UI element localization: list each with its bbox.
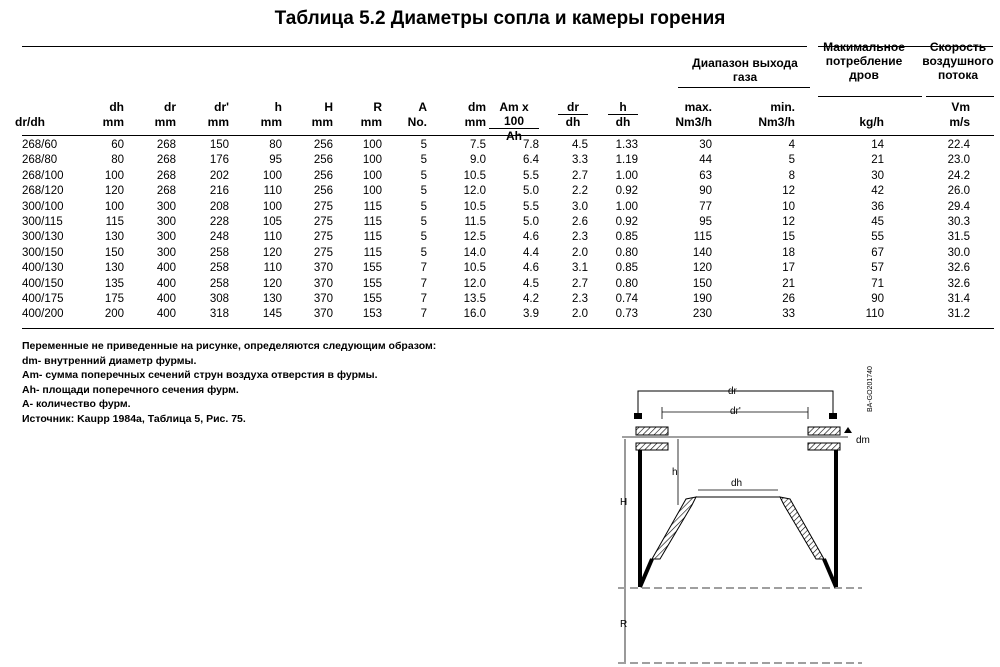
- table-cell: 30.0: [947, 246, 970, 259]
- table-cell: 100: [362, 185, 382, 198]
- table-cell: 0.85: [615, 262, 638, 275]
- table-cell: 268: [156, 185, 176, 198]
- table-cell: 200: [104, 308, 124, 321]
- table-cell: 100: [262, 200, 282, 213]
- table-cell: 275: [313, 200, 333, 213]
- table-cell: 1.00: [615, 200, 638, 213]
- table-cell: 150: [104, 246, 124, 259]
- table-cell: 21: [782, 277, 795, 290]
- table-cell: 230: [692, 308, 712, 321]
- table-cell: 0.92: [615, 216, 638, 228]
- label-h: h: [672, 467, 678, 478]
- table-cell: 100: [104, 200, 124, 213]
- table-cell: 256: [313, 169, 333, 182]
- table-cell: 10.5: [463, 262, 486, 275]
- table-cell: 258: [209, 262, 229, 275]
- table-cell: 300: [156, 246, 176, 259]
- label-dh: dh: [731, 478, 743, 489]
- table-row-label: 268/80: [22, 154, 58, 167]
- col-unit-R: mm: [360, 115, 382, 129]
- table-cell: 120: [262, 277, 282, 290]
- table-cell: 5: [788, 154, 795, 167]
- col-header-numerator: h: [608, 100, 638, 115]
- table-cell: 256: [313, 139, 333, 151]
- table-cell: 370: [313, 277, 333, 290]
- nozzle-cone-left: [652, 497, 696, 559]
- table-cell: 45: [871, 216, 884, 228]
- table-cell: 228: [209, 216, 229, 228]
- table-cell: 3.9: [523, 308, 539, 321]
- table-cell: 30.3: [947, 216, 970, 228]
- col-header-R: R: [373, 100, 382, 114]
- col-header-dm: dm: [468, 100, 486, 114]
- table-cell: 60: [111, 139, 124, 151]
- table-cell: 300: [156, 200, 176, 213]
- col-unit-dh: mm: [102, 115, 124, 129]
- table-cell: 55: [871, 231, 884, 244]
- table-cell: 5: [420, 246, 427, 259]
- table-cell: 300: [156, 231, 176, 244]
- table-cell: 44: [699, 154, 712, 167]
- table-cell: 115: [363, 246, 382, 259]
- table-cell: 5.0: [523, 185, 539, 198]
- table-cell: 15: [782, 231, 795, 244]
- table-cell: 120: [262, 246, 282, 259]
- max-wood-header: Макимальное потребление дров: [823, 40, 905, 82]
- table-cell: 77: [699, 200, 712, 213]
- table-cell: 6.4: [523, 154, 539, 167]
- table-cell: 258: [209, 277, 229, 290]
- table-cell: 26: [782, 293, 795, 305]
- table-cell: 7: [420, 308, 427, 321]
- label-dm: dm: [856, 435, 870, 446]
- table-cell: 268: [156, 169, 176, 182]
- table-cell: 80: [111, 154, 124, 167]
- table-cell: 115: [363, 200, 382, 213]
- table-cell: 275: [313, 246, 333, 259]
- table-cell: 7: [420, 277, 427, 290]
- table-cell: 0.80: [615, 246, 638, 259]
- table-cell: 31.4: [947, 293, 970, 305]
- table-cell: 13.5: [463, 293, 486, 305]
- table-cell: 370: [313, 262, 333, 275]
- table-cell: 42: [871, 185, 884, 198]
- table-cell: 57: [871, 262, 884, 275]
- table-cell: 3.1: [572, 262, 588, 275]
- col-header-vm: Vm: [951, 100, 970, 114]
- table-cell: 1.33: [615, 139, 638, 151]
- table-cell: 2.7: [572, 277, 588, 290]
- table-cell: 248: [209, 231, 229, 244]
- top-bracket-right-cap: [829, 413, 837, 419]
- col-unit-max: Nm3/h: [675, 115, 712, 129]
- table-row-label: 400/200: [22, 308, 64, 321]
- label-dr2: dr': [730, 406, 741, 417]
- table-cell: 3.0: [572, 200, 588, 213]
- table-cell: 5.5: [523, 169, 539, 182]
- label-dr: dr: [728, 386, 737, 397]
- col-header-hdh: [608, 100, 638, 129]
- table-cell: 18: [782, 246, 795, 259]
- col-header-numerator: dr: [558, 100, 588, 115]
- table-cell: 110: [263, 231, 282, 244]
- gas-range-header: Диапазон выхода газа: [692, 56, 798, 84]
- table-cell: 17: [782, 262, 795, 275]
- table-row-label: 300/150: [22, 246, 64, 259]
- table-cell: 400: [156, 293, 176, 305]
- top-bracket-left-cap: [634, 413, 642, 419]
- table-cell: 140: [692, 246, 712, 259]
- table-cell: 120: [104, 185, 124, 198]
- table-cell: 4.5: [572, 139, 588, 151]
- gas-range-rule: [678, 87, 810, 88]
- table-cell: 100: [262, 169, 282, 182]
- table-cell: 100: [362, 154, 382, 167]
- table-cell: 10.5: [463, 200, 486, 213]
- table-cell: 24.2: [947, 169, 970, 182]
- table-cell: 22.4: [947, 139, 970, 151]
- table-cell: 153: [362, 308, 382, 321]
- table-cell: 256: [313, 185, 333, 198]
- col-header-dr: dr: [164, 100, 176, 114]
- table-cell: 5.0: [523, 216, 539, 228]
- table-cell: 155: [362, 262, 382, 275]
- table-cell: 4.2: [523, 293, 539, 305]
- col-header-A: A: [418, 100, 427, 114]
- table-cell: 4.6: [523, 231, 539, 244]
- col-header-denominator: dh: [615, 115, 631, 129]
- col-unit-dr2: mm: [207, 115, 229, 129]
- left-plate: [636, 427, 668, 435]
- note-line: Источник: Kaupp 1984a, Таблица 5, Рис. 75.: [22, 412, 246, 425]
- col-unit-vm: m/s: [949, 115, 970, 129]
- table-cell: 30: [699, 139, 712, 151]
- col-header-dr2: dr': [214, 100, 229, 114]
- top-rule: [22, 46, 807, 47]
- table-cell: 2.6: [572, 216, 588, 228]
- table-cell: 32.6: [947, 277, 970, 290]
- table-cell: 95: [269, 154, 282, 167]
- table-cell: 100: [104, 169, 124, 182]
- table-cell: 0.85: [615, 231, 638, 244]
- max-wood-rule: [818, 96, 922, 97]
- table-cell: 0.73: [615, 308, 638, 321]
- note-line: A- количество фурм.: [22, 398, 131, 410]
- col-header-denominator: Ah: [506, 129, 522, 143]
- table-cell: 145: [262, 308, 282, 321]
- table-cell: 370: [313, 308, 333, 321]
- table-cell: 5: [420, 200, 427, 213]
- air-speed-rule: [926, 96, 994, 97]
- air-speed-header: Скорость воздушного потока: [922, 40, 994, 82]
- table-cell: 7.8: [523, 139, 539, 151]
- dm-arrow: [844, 427, 852, 433]
- table-cell: 105: [262, 216, 282, 228]
- table-cell: 300: [156, 216, 176, 228]
- table-cell: 175: [104, 293, 124, 305]
- table-cell: 370: [313, 293, 333, 305]
- table-cell: 8: [788, 169, 795, 182]
- right-lower-plate: [808, 443, 840, 450]
- table-cell: 275: [313, 216, 333, 228]
- table-cell: 95: [699, 216, 712, 228]
- table-cell: 36: [871, 200, 884, 213]
- table-cell: 258: [209, 246, 229, 259]
- table-cell: 11.5: [464, 216, 486, 228]
- table-cell: 115: [105, 216, 124, 228]
- table-cell: 190: [692, 293, 712, 305]
- table-cell: 5: [420, 169, 427, 182]
- table-cell: 5: [420, 185, 427, 198]
- table-row-label: 300/100: [22, 200, 64, 213]
- table-cell: 268: [156, 154, 176, 167]
- table-cell: 115: [693, 231, 712, 244]
- table-cell: 155: [362, 277, 382, 290]
- table-cell: 208: [209, 200, 229, 213]
- table-cell: 2.2: [572, 185, 588, 198]
- table-cell: 12: [782, 185, 795, 198]
- table-row-label: 400/175: [22, 293, 64, 305]
- note-line: dm- внутренний диаметр фурмы.: [22, 354, 197, 367]
- table-cell: 216: [209, 185, 229, 198]
- table-cell: 150: [692, 277, 712, 290]
- table-cell: 12: [782, 216, 795, 228]
- table-cell: 202: [209, 169, 229, 182]
- table-cell: 400: [156, 308, 176, 321]
- table-cell: 155: [362, 293, 382, 305]
- table-cell: 12.5: [463, 231, 486, 244]
- table-cell: 115: [363, 231, 382, 244]
- table-cell: 5: [420, 231, 427, 244]
- table-cell: 100: [362, 139, 382, 151]
- table-cell: 115: [363, 216, 382, 228]
- table-row-label: 300/130: [22, 231, 64, 244]
- table-cell: 2.0: [572, 308, 588, 321]
- bottom-rule: [22, 328, 994, 329]
- diagram-code: BA-GO201740: [867, 366, 874, 412]
- table-cell: 12.0: [463, 185, 486, 198]
- notes: [22, 339, 436, 426]
- col-header-H: H: [324, 100, 333, 114]
- table-cell: 0.92: [615, 185, 638, 198]
- table-cell: 256: [313, 154, 333, 167]
- table-cell: 400: [156, 277, 176, 290]
- right-plate: [808, 427, 840, 435]
- col-unit-H: mm: [311, 115, 333, 129]
- table-cell: 90: [871, 293, 884, 305]
- table-cell: 7: [420, 293, 427, 305]
- col-header-dh: dh: [109, 100, 124, 114]
- table-cell: 275: [313, 231, 333, 244]
- table-row-label: 400/150: [22, 277, 64, 290]
- table-cell: 71: [871, 277, 884, 290]
- table-cell: 150: [209, 139, 229, 151]
- table-cell: 31.5: [947, 231, 970, 244]
- table-cell: 110: [263, 262, 282, 275]
- table-cell: 31.2: [947, 308, 970, 321]
- col-header-amah: [489, 100, 539, 143]
- table-cell: 23.0: [947, 154, 970, 167]
- table-cell: 14: [871, 139, 884, 151]
- table-cell: 135: [104, 277, 124, 290]
- note-line: Am- сумма поперечных сечений струн воздуха отверстия в фурмы.: [22, 369, 378, 381]
- page-title: Таблица 5.2 Диаметры сопла и камеры горения: [274, 8, 726, 29]
- table-cell: 80: [269, 139, 282, 151]
- table-cell: 12.0: [463, 277, 486, 290]
- label-R: R: [620, 619, 628, 630]
- table-row-label: 400/130: [22, 262, 64, 275]
- note-line: Ah- площади поперечного сечения фурм.: [22, 383, 239, 396]
- table-cell: 4.5: [523, 277, 539, 290]
- table-cell: 14.0: [463, 246, 486, 259]
- col-header-drdh: [558, 100, 588, 129]
- nozzle-cone-right: [780, 497, 824, 559]
- table-cell: 2.7: [572, 169, 588, 182]
- table-cell: 2.0: [572, 246, 588, 259]
- table-cell: 130: [104, 231, 124, 244]
- table-cell: 33: [782, 308, 795, 321]
- table-cell: 9.0: [470, 154, 486, 167]
- table-cell: 318: [209, 308, 229, 321]
- label-H: H: [620, 497, 628, 508]
- table-row-label: 268/120: [22, 185, 64, 198]
- table-cell: 10.5: [463, 169, 486, 182]
- table-cell: 90: [699, 185, 712, 198]
- table-cell: 400: [156, 262, 176, 275]
- col-header-max: max.: [684, 100, 712, 114]
- table-cell: 26.0: [947, 185, 970, 198]
- header-rule: [22, 135, 994, 136]
- table-cell: 4: [788, 139, 795, 151]
- table-cell: 0.74: [615, 293, 638, 305]
- table-row-label: 268/60: [22, 139, 58, 151]
- col-unit-kgh: kg/h: [859, 115, 884, 129]
- table-cell: 130: [262, 293, 282, 305]
- table-cell: 7: [420, 262, 427, 275]
- col-header-min: min.: [770, 100, 795, 114]
- table-cell: 5: [420, 154, 427, 167]
- table-cell: 2.3: [572, 231, 588, 244]
- table-cell: 130: [104, 262, 124, 275]
- col-header-denominator: dh: [565, 115, 581, 129]
- col-unit-h: mm: [260, 115, 282, 129]
- table-row-label: 268/100: [22, 169, 64, 182]
- table-cell: 30: [871, 169, 884, 182]
- table-cell: 176: [209, 154, 229, 167]
- table-cell: 16.0: [463, 308, 486, 321]
- table-row-label: 300/115: [22, 216, 63, 228]
- table-cell: 5.5: [523, 200, 539, 213]
- left-lower-plate: [636, 443, 668, 450]
- table-cell: 1.19: [615, 154, 638, 167]
- table-cell: 5: [420, 139, 427, 151]
- table-cell: 10: [782, 200, 795, 213]
- table-cell: 63: [699, 169, 712, 182]
- table-cell: 21: [871, 154, 884, 167]
- col-unit-dr: mm: [154, 115, 176, 129]
- table-cell: 3.3: [572, 154, 588, 167]
- table-cell: 29.4: [947, 200, 970, 213]
- table-cell: 120: [692, 262, 712, 275]
- table-cell: 4.6: [523, 262, 539, 275]
- table-cell: 5: [420, 216, 427, 228]
- table-cell: 2.3: [572, 293, 588, 305]
- col-header-h: h: [274, 100, 282, 114]
- table-cell: 4.4: [523, 246, 539, 259]
- col-header-numerator: Am x 100: [489, 100, 539, 129]
- table-cell: 268: [156, 139, 176, 151]
- table-cell: 1.00: [615, 169, 638, 182]
- col-unit-min: Nm3/h: [758, 115, 795, 129]
- nozzle-diagram: [600, 347, 900, 667]
- note-line: Переменные не приведенные на рисунке, определяются следующим образом:: [22, 340, 437, 352]
- col-unit-dm: mm: [464, 115, 486, 129]
- table-cell: 0.80: [615, 277, 638, 290]
- col-unit-dr_dh: dr/dh: [15, 115, 45, 129]
- table-cell: 7.5: [470, 139, 486, 151]
- table-cell: 110: [865, 308, 884, 321]
- table-cell: 110: [263, 185, 282, 198]
- table-cell: 100: [362, 169, 382, 182]
- col-unit-A: No.: [407, 115, 427, 129]
- table-cell: 308: [209, 293, 229, 305]
- table-cell: 67: [871, 246, 884, 259]
- table-cell: 32.6: [947, 262, 970, 275]
